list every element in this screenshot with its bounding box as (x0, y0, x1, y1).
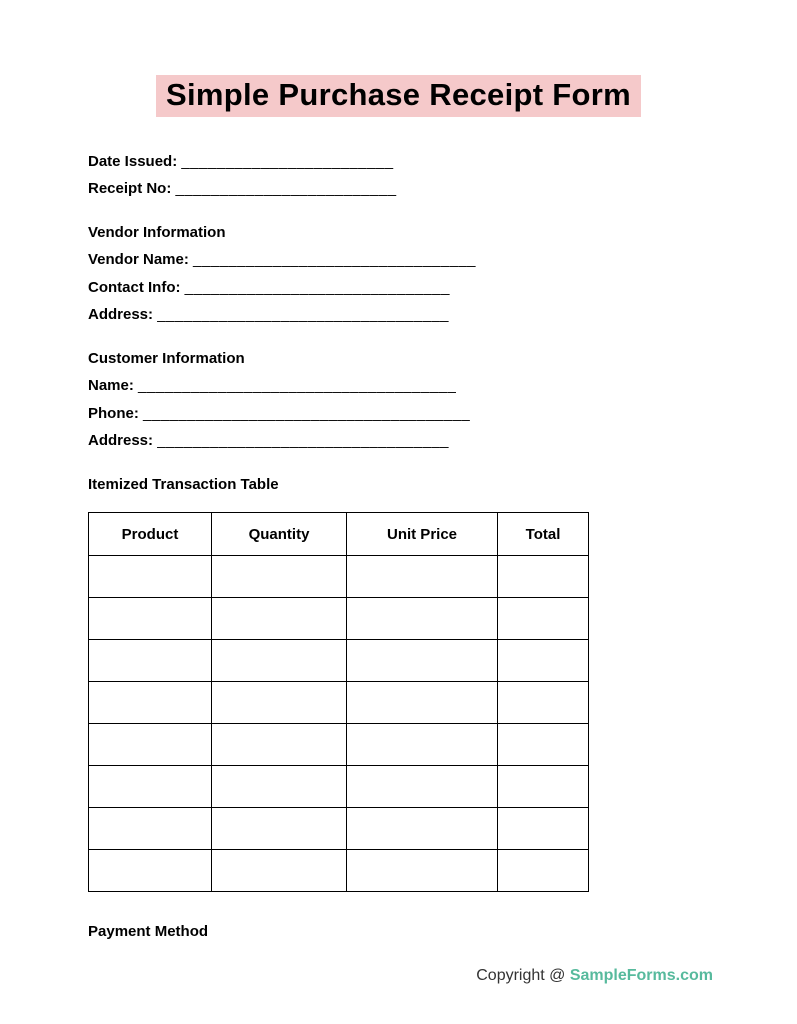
column-header-total: Total (498, 513, 589, 556)
vendor-name-line (88, 246, 797, 274)
table-cell (89, 640, 212, 682)
customer-address-blank: _________________________________ (157, 432, 449, 450)
page-title: Simple Purchase Receipt Form (156, 75, 641, 117)
table-cell (498, 850, 589, 892)
table-cell (89, 724, 212, 766)
table-cell (498, 808, 589, 850)
customer-phone-label: Phone: (88, 404, 139, 422)
table-cell (212, 850, 347, 892)
table-cell (212, 640, 347, 682)
vendor-section-heading: Vendor Information (88, 223, 226, 241)
table-cell (347, 724, 498, 766)
table-cell (212, 808, 347, 850)
table-cell (347, 598, 498, 640)
receipt-no-blank: _________________________ (175, 180, 397, 198)
vendor-address-line (88, 301, 797, 329)
vendor-name-blank: ________________________________ (193, 251, 476, 269)
customer-phone-blank: _____________________________________ (143, 404, 471, 422)
date-issued-line (88, 148, 797, 176)
transaction-table (88, 512, 589, 892)
footer (0, 967, 797, 985)
table-row (89, 808, 589, 850)
table-cell (89, 598, 212, 640)
table-cell (498, 640, 589, 682)
table-cell (498, 682, 589, 724)
footer-link[interactable]: SampleForms.com (569, 966, 713, 984)
transaction-table-header (89, 513, 589, 556)
copyright-text: Copyright @ (476, 966, 570, 984)
customer-section-heading: Customer Information (88, 349, 245, 367)
table-cell (347, 682, 498, 724)
table-cell (498, 598, 589, 640)
table-cell (89, 682, 212, 724)
table-row (89, 598, 589, 640)
date-issued-blank: ________________________ (181, 152, 394, 170)
transaction-table-body (89, 556, 589, 892)
customer-address-line (88, 427, 797, 455)
table-cell (347, 850, 498, 892)
receipt-no-label: Receipt No: (88, 180, 172, 198)
table-cell (89, 850, 212, 892)
column-header-unit-price: Unit Price (347, 513, 498, 556)
table-cell (212, 682, 347, 724)
customer-name-label: Name: (88, 377, 134, 395)
table-row (89, 556, 589, 598)
column-header-product: Product (89, 513, 212, 556)
contact-info-blank: ______________________________ (184, 278, 450, 296)
table-row (89, 766, 589, 808)
itemized-table-heading: Itemized Transaction Table (88, 475, 279, 493)
contact-info-label: Contact Info: (88, 278, 181, 296)
customer-address-label: Address: (88, 432, 154, 450)
payment-method-heading: Payment Method (88, 923, 209, 941)
table-cell (212, 556, 347, 598)
vendor-name-label: Vendor Name: (88, 251, 189, 269)
customer-phone-line (88, 400, 797, 428)
contact-info-line (88, 274, 797, 302)
table-cell (212, 724, 347, 766)
table-cell (347, 766, 498, 808)
table-cell (212, 766, 347, 808)
table-cell (347, 808, 498, 850)
vendor-address-blank: _________________________________ (157, 306, 449, 324)
title-wrap (0, 75, 797, 117)
form-content (0, 148, 797, 946)
table-row (89, 850, 589, 892)
table-cell (347, 640, 498, 682)
table-cell (347, 556, 498, 598)
table-cell (89, 808, 212, 850)
customer-name-line (88, 372, 797, 400)
table-cell (89, 556, 212, 598)
table-cell (498, 766, 589, 808)
table-cell (498, 556, 589, 598)
table-cell (498, 724, 589, 766)
table-row (89, 640, 589, 682)
table-cell (212, 598, 347, 640)
vendor-address-label: Address: (88, 306, 154, 324)
column-header-quantity: Quantity (212, 513, 347, 556)
table-header-row (89, 513, 589, 556)
table-row (89, 682, 589, 724)
table-cell (89, 766, 212, 808)
date-issued-label: Date Issued: (88, 152, 178, 170)
receipt-no-line (88, 175, 797, 203)
customer-name-blank: ____________________________________ (138, 377, 457, 395)
table-row (89, 724, 589, 766)
